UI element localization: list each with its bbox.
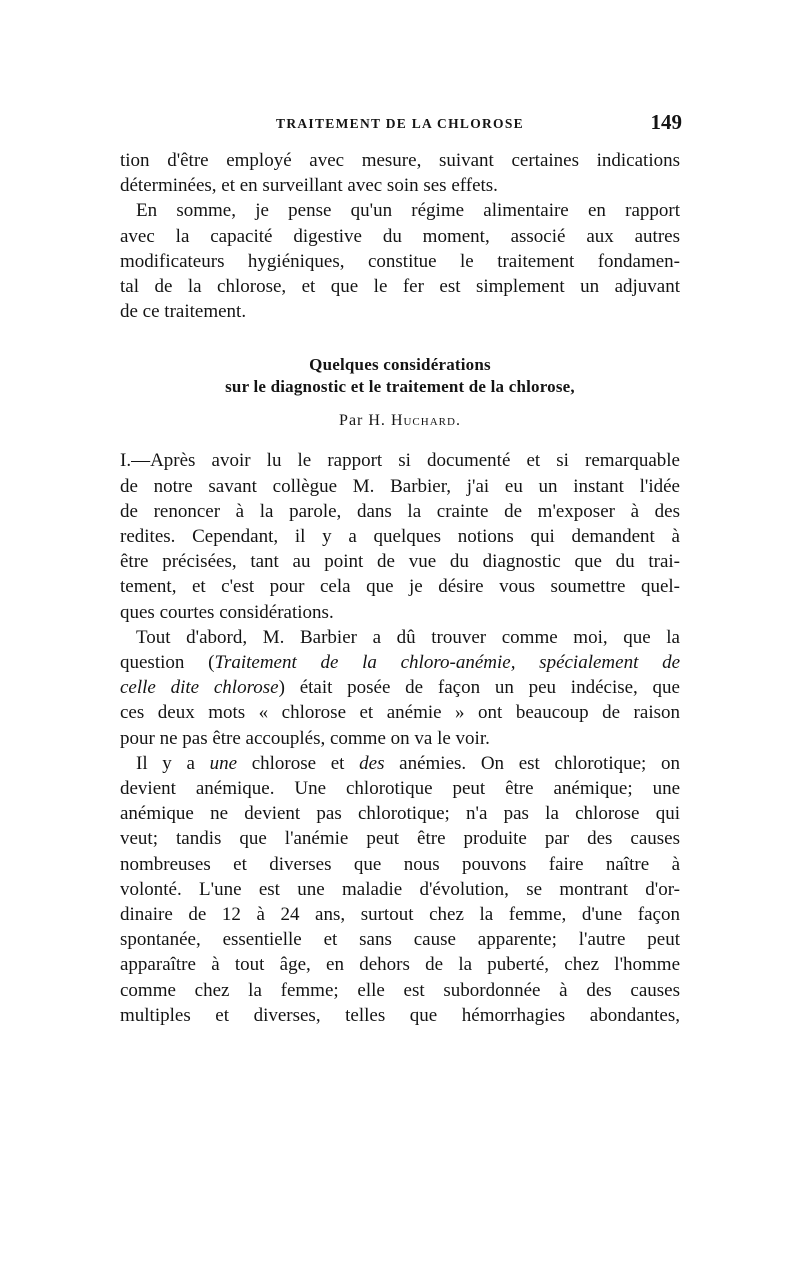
paragraph-continuation	[120, 148, 680, 198]
text-run: Il y a	[136, 752, 210, 774]
text-line: être précisées, tant au point de vue du diagnostic que du trai-	[120, 551, 680, 573]
text-line: dinaire de 12 à 24 ans, surtout chez la femme, d'une façon	[120, 904, 680, 926]
text-line: déterminées, et en surveillant avec soin ses effets.	[120, 175, 498, 197]
paragraph-tout-dabord	[120, 625, 680, 751]
text-line: redites. Cependant, il y a quelques notions qui demandent à	[120, 526, 680, 548]
text-run: question (	[120, 652, 215, 674]
text-run: anémies. On est chlorotique; on	[384, 752, 681, 774]
paragraph-conclusion	[120, 198, 680, 324]
text-line: veut; tandis que l'anémie peut être produite par des causes	[120, 828, 680, 850]
text-line: de ce traitement.	[120, 301, 247, 323]
text-line	[120, 650, 680, 675]
running-title: TRAITEMENT DE LA CHLOROSE	[276, 116, 524, 131]
text-line: ces deux mots « chlorose et anémie » ont beaucoup de raison	[120, 702, 680, 724]
italic-run: Traitement de la chloro-anémie, spécialement de	[214, 652, 681, 674]
article-title	[120, 354, 680, 398]
text-line: apparaître à tout âge, en dehors de la puberté, chez l'homme	[120, 954, 680, 976]
text-line: volonté. L'une est une maladie d'évolution, se montrant d'or-	[120, 878, 680, 900]
text-line: avec la capacité digestive du moment, associé aux autres	[120, 225, 680, 247]
page-number: 149	[650, 110, 682, 134]
text-run: chlorose et	[237, 752, 360, 774]
text-line: multiples et diverses, telles que hémorrhagies abondantes,	[120, 1004, 680, 1026]
article-title-line: Quelques considérations	[309, 355, 491, 375]
text-line: pour ne pas être accouplés, comme on va le voir.	[120, 727, 490, 749]
text-line	[120, 751, 680, 776]
italic-run: une	[209, 752, 238, 774]
text-line: devient anémique. Une chlorotique peut être anémique; une	[120, 778, 680, 800]
text-line: modificateurs hygiéniques, constitue le traitement fondamen-	[120, 250, 680, 272]
italic-run: celle dite chlorose	[120, 677, 279, 699]
author-prefix: Par H.	[339, 412, 386, 430]
text-line: anémique ne devient pas chlorotique; n'a pas la chlorose qui	[120, 803, 680, 825]
text-line: spontanée, essentielle et sans cause apparente; l'autre peut	[120, 929, 680, 951]
italic-run: des	[359, 752, 385, 774]
paragraph-chlorose-anemies	[120, 751, 680, 1028]
text-line: comme chez la femme; elle est subordonnée à des causes	[120, 979, 680, 1001]
text-line: tement, et c'est pour cela que je désire vous soumettre quel-	[120, 576, 680, 598]
text-line: de notre savant collègue M. Barbier, j'ai eu un instant l'idée	[120, 475, 680, 497]
text-line: I.—Après avoir lu le rapport si documenté et si remarquable	[120, 450, 680, 472]
running-head	[120, 112, 680, 138]
text-line: Tout d'abord, M. Barbier a dû trouver comme moi, que la	[136, 626, 680, 648]
text-run: ) était posée de façon un peu indécise, que	[278, 677, 680, 699]
text-line	[120, 675, 680, 700]
text-line: En somme, je pense qu'un régime alimentaire en rapport	[136, 200, 680, 222]
text-line: ques courtes considérations.	[120, 601, 334, 623]
paragraph-section-one	[120, 448, 680, 624]
article-author	[120, 412, 680, 430]
author-name: Huchard.	[390, 412, 461, 430]
text-line: tal de la chlorose, et que le fer est simplement un adjuvant	[120, 276, 680, 298]
text-line: tion d'être employé avec mesure, suivant certaines indications	[120, 150, 680, 171]
book-page	[120, 112, 680, 1028]
article-title-line: sur le diagnostic et le traitement de la chlorose,	[225, 377, 575, 397]
text-line: de renoncer à la parole, dans la crainte de m'exposer à des	[120, 500, 680, 522]
text-line: nombreuses et diverses que nous pouvons faire naître à	[120, 853, 680, 875]
